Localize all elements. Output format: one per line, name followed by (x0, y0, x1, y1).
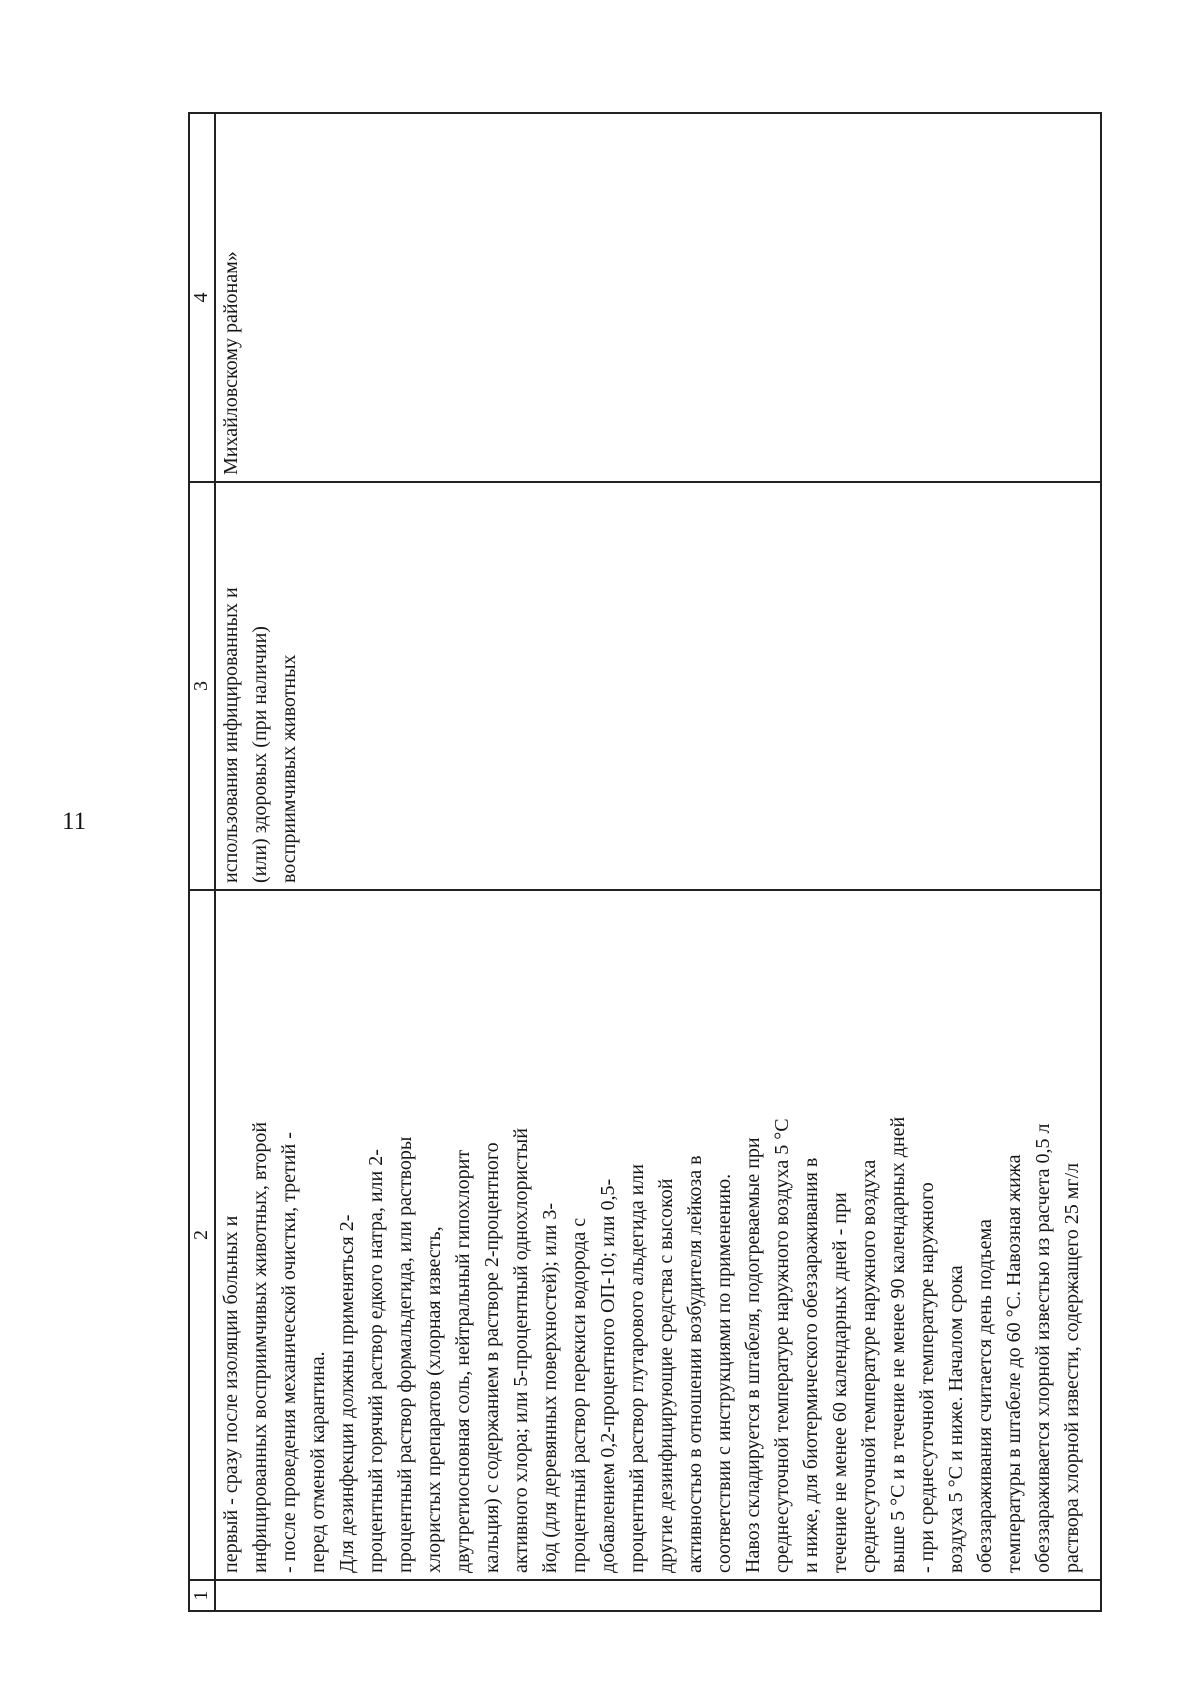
table-row (215, 113, 1101, 1611)
page-number: 11 (62, 808, 87, 835)
col-number-3: 3 (189, 482, 215, 890)
column-number-row (189, 113, 215, 1611)
cell-col1 (215, 1580, 1101, 1611)
cell-col3-wrap (215, 482, 1101, 890)
rotated-document (188, 112, 1103, 1612)
measures-table (188, 112, 1102, 1612)
col-number-2: 2 (189, 890, 215, 1580)
col-number-4: 4 (189, 113, 215, 482)
cell-col4-text: Михайловскому районам» (220, 251, 242, 475)
cell-col3-text: использования инфицированных и (или) здоровых (при наличии) восприимчивых животных (220, 587, 300, 883)
cell-col4-wrap (215, 113, 1101, 482)
cell-col2-text: первый - сразу после изоляции больных и инфицированных восприимчивых животных, второй - после проведения механической очистки, третий - перед отменой карантина. Для дезинфекции должны применяться 2- процентный горячий раствор едкого натра, или 2- процентный раствор формальдегида, или растворы хлористых препаратов (хлорная известь, двутретиосновная соль, нейтральный гипохлорит кальция) с содержанием в растворе 2-процентного активного хлора; или 5-процентный однохлористый йод (для деревянных поверхностей); или 3- процентный раствор перекиси водорода с добавлением 0,2-процентного ОП-10; или 0,5- процентный раствор глутарового альдегида или другие дезинфицирующие средства с высокой активностью в отношении возбудителя лейкоза в соответствии с инструкциями по применению. Навоз складируется в штабеля, подогреваемые при среднесуточной температуре наружного воздуха 5 °С и ниже, для биотермического обеззараживания в течение не менее 60 календарных дней - при среднесуточной температуре наружного воздуха выше 5 °С и в течение не менее 90 календарных дней - при среднесуточной температуре наружного воздуха 5 °С и ниже. Началом срока обеззараживания считается день подъема температуры в штабеле до 60 °С. Навозная жижа обеззараживается хлорной известью из расчета 0,5 л раствора хлорной извести, содержащего 25 мг/л (220, 1116, 1083, 1573)
col-number-1: 1 (189, 1580, 215, 1611)
cell-col2-wrap (215, 890, 1101, 1580)
